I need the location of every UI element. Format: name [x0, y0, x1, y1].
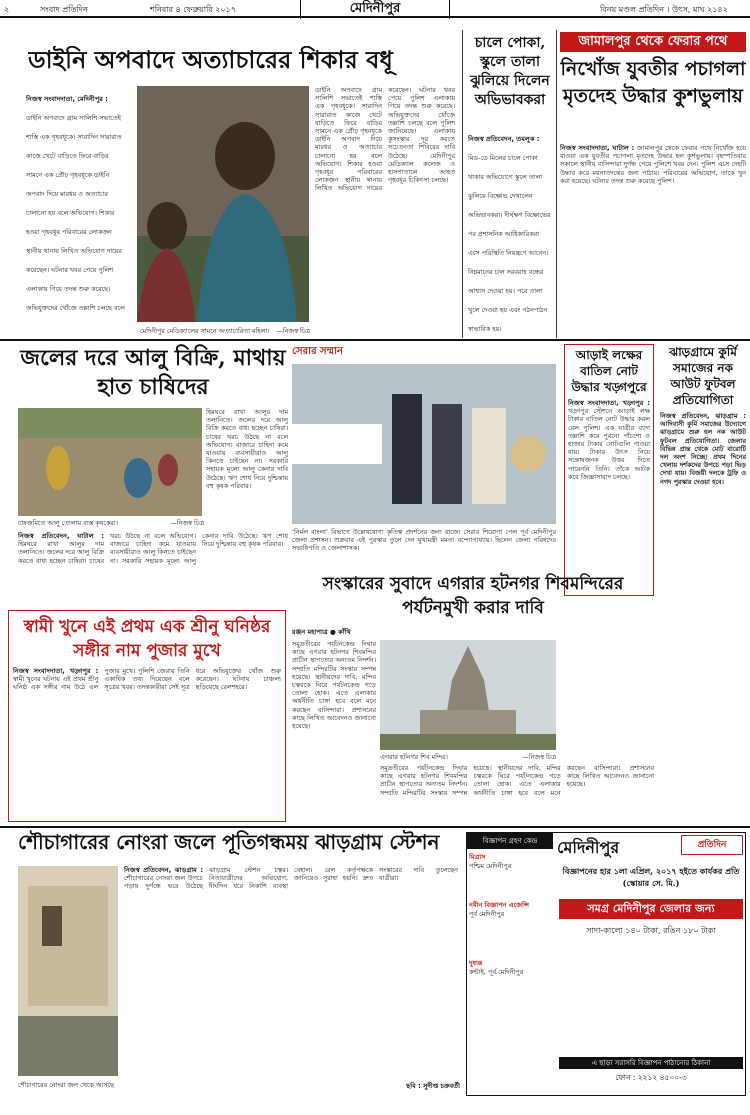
story10-dateline: নিজস্ব প্রতিবেদন, ঝাড়গ্রাম : — [124, 866, 203, 874]
ad-banner: সমগ্র মেদিনীপুর জেলার জন্য — [559, 899, 743, 919]
story8-photo — [380, 640, 556, 750]
ad-box — [466, 832, 746, 1096]
story2-body: মিড-ডে মিলের চালে পোকা থাকার অভিযোগে স্কুলে তালা ঝুলিয়ে বিক্ষোভ দেখালেন অভিভাবকরা। দীর্ঘক্ষণ বিক্ষোভের পর প্রশাসনিক আধিকারিকরা এসে পরিস্থিতি নিয়ন্ত্রণে আনেন। নিম্নমানের চাল সরবরাহ বন্ধের আশ্বাস দেওয়া হয়। পরে তালা খুলে দেওয়া হয় এবং পঠনপাঠন স্বাভাবিক হয়। — [468, 154, 551, 333]
ad-label: বিজ্ঞাপন গ্রহণ কেন্দ্র — [467, 833, 553, 849]
story1-text — [26, 86, 126, 318]
story5-caption: ‘নির্মল বাংলা’ বিভাগে উল্লেখযোগ্য কৃতিত্ব প্রদর্শনের জন্য রাজ্যে সেরার শিরোপা পেল পূর্ব মেদিনীপুর জেলা প্রশাসন। শুক্রবার এই পুরস্কার তুলে দেন মুখ্যমন্ত্রী মমতা বন্দ্যোপাধ্যায়। ছিলেন জেলা পরিষদের সভাধিপতি ও জেলাশাসক। — [292, 528, 556, 553]
page-number: ২ — [4, 5, 10, 14]
story4-caption: চাষজমিতে আলু তোলায় ব্যস্ত কৃষকেরা। — [18, 519, 118, 527]
story5-photo-art — [292, 364, 556, 524]
story5-photo — [292, 364, 556, 524]
story10-photo-art — [18, 866, 118, 1076]
story4-text — [18, 532, 288, 606]
story1-headline: ডাইনি অপবাদে অত্যাচারের শিকার বধূ — [28, 46, 393, 74]
column-rule — [462, 30, 463, 338]
ad-agent-area: কন্টাই, পূর্ব মেদিনীপুর — [469, 968, 524, 976]
story6-text — [565, 397, 653, 483]
story8-body-continued: সমুদ্রতীরের পর্যটনকেন্দ্র দিঘার কাছে এগরার হটনগর শিবমন্দির প্রাচীন স্থাপত্যের অন্যতম নিদর্শন। সম্প্রতি মন্দিরটির সংস্কার সম্পন্ন হয়েছে। স্থানীয়দের দাবি, মন্দির চত্বরকে ঘিরে পর্যটনকেন্দ্র গড়ে তোলা হোক। এতে এলাকার অর্থনীতি চাঙ্গা হবে বলে মনে করছেন বাসিন্দারা। প্রশাসনের কাছে লিখিত আবেদনও জানানো হয়েছে। — [380, 764, 654, 797]
column-rule — [556, 30, 557, 338]
story2-text — [468, 126, 552, 336]
story6-headline: আড়াই লক্ষের বাতিল নোট উদ্ধার খড়্গপুরে — [571, 348, 647, 394]
story3-dateline: নিজস্ব সংবাদদাতা, ঘাটাল : — [560, 144, 635, 152]
story7-headline: ঝাড়গ্রামে কুর্মি সমাজের নক আউট ফুটবল প্রতিযোগিতা — [669, 345, 737, 407]
story10-body: শৌচাগারের নোংরা জল উপচে পড়ায় দুর্গন্ধে ভরে উঠেছে ঝাড়গ্রাম স্টেশন চত্বর। নিত্যযাত্রীদের অভিযোগ, দীর্ঘদিন ধরে নিকাশি ব্যবস্থা বেহাল। রেল কর্তৃপক্ষকে জানিয়েও সুরাহা হয়নি। দ্রুত সংস্কারের দাবি তুলেছেন যাত্রীরা। — [124, 866, 458, 891]
ad-title: মেদিনীপুর — [557, 838, 620, 857]
section-rule — [0, 826, 750, 828]
issue-date: শনিবার ৪ ফেব্রুয়ারি ২০১৭ — [150, 5, 237, 14]
ad-footer: এ ছাড়া সরাসরি বিজ্ঞাপন পাঠানোর ঠিকানা — [559, 1057, 743, 1069]
story8-byline: রঞ্জন মহাপাত্র ● কাঁথি — [292, 628, 351, 636]
story1-body-continued: ডাইনি অপবাদে গ্রাম সালিশি সভাতেই শাস্তি এক গৃহবধূকে। সারাদিন সারারাত কাজে খেটে বাড়িতে ফিরে বাড়ির সামনে এক প্রৌঢ় গৃহবধূকে ডাইনি অপবাদ দিয়ে মারধর ও অত্যাচার চালানো হয় বলে অভিযোগ। শিকার হওয়া গৃহবধূর পরিবারের লোকজন স্থানীয় থানায় লিখিত অভিযোগ দায়ের করেছেন। ঘটনার খবর পেয়ে পুলিশ এলাকায় গিয়ে তদন্ত শুরু করেছে। অভিযুক্তদের খোঁজে তল্লাশি চলছে বলে পুলিশ জানিয়েছে। এলাকায় কুসংস্কার দূর করতে সচেতনতা শিবিরের দাবি উঠেছে। মেদিনীপুর মেডিক্যাল কলেজ ও হাসপাতালে আহত গৃহবধূর চিকিৎসা চলছে। — [315, 86, 455, 193]
story7-dateline: নিজস্ব প্রতিবেদন, ঝাড়গ্রাম : — [660, 412, 746, 420]
paper-name: সংবাদ প্রতিদিন — [40, 5, 88, 14]
story9-text — [9, 667, 285, 817]
story3-text — [560, 144, 746, 336]
ad-agent-name: নবীন বিজ্ঞাপন এজেন্সি — [469, 901, 529, 909]
story9-body: স্বামী খুনের ঘটনায় এই প্রথম শ্রীনু ঘনিষ্ঠ এক সঙ্গীর নাম উঠে এল পুজার মুখে। পুলিশি জেরায় তিনি একাধিক তথ্য দিয়েছেন বলে সূত্রের খবর। তদন্তকারীরা সেই সূত্র ধরে অভিযুক্তের খোঁজ শুরু করেছেন। ঘটনায় চাঞ্চল্য ছড়িয়েছে রেলশহরে। — [13, 667, 281, 692]
story9-box — [8, 610, 286, 822]
story10-text — [124, 866, 458, 1074]
section-title: মেদিনীপুর — [300, 0, 450, 19]
story4-credit: —নিজস্ব চিত্র — [170, 519, 204, 527]
ad-rates: সাদা-কালো ১৪০ টাকা, রঙিন ১৮০ টাকা — [586, 926, 716, 935]
ad-offer: বিজ্ঞাপনের হার ১লা এপ্রিল, ২০১৭ হইতে কার্যকর প্রতি (স্কোয়ার সে. মি.) — [562, 866, 740, 888]
story10-headline: শৌচাগারের নোংরা জলে পূতিগন্ধময় ঝাড়গ্রাম স্টেশন — [18, 830, 440, 854]
story4-headline: জলের দরে আলু বিক্রি, মাথায় হাত চাষিদের — [20, 345, 286, 400]
story1-credit: —নিজস্ব চিত্র — [276, 327, 310, 335]
story4-side-text: হিমঘরে রাখা আলুর দাম তলানিতে। জলের দরে আলু বিক্রি করতে বাধ্য হচ্ছেন চাষিরা। চাষের খরচ উঠছে না বলে অভিযোগ। বাজারে চাহিদা কমে যাওয়ায় ব্যবসায়ীরাও আলু কিনতে চাইছেন না। সরকারি সহায়ক মূল্যে আলু কেনার দাবি উঠেছে। ঋণ শোধ নিয়ে দুশ্চিন্তায় বহু কৃষক পরিবার। — [206, 408, 288, 490]
story4-photo — [18, 408, 202, 516]
story9-headline: স্বামী খুনে এই প্রথম এক শ্রীনু ঘনিষ্ঠর সঙ্গীর নাম পুজার মুখে — [23, 617, 271, 661]
story7-column — [660, 344, 746, 758]
story1-photo-art — [137, 86, 309, 322]
story6-dateline: নিজস্ব সংবাদদাতা, খড়্গপুর : — [568, 399, 650, 407]
story2-dateline: নিজস্ব প্রতিবেদন, তমলুক : — [468, 135, 540, 143]
story8-photo-credit: —নিজস্ব চিত্র — [522, 753, 556, 761]
story1-photo — [137, 86, 309, 322]
story8-photo-caption: এগরার হটনগর শিব মন্দির। — [380, 753, 448, 761]
story1-body: ডাইনি অপবাদে গ্রাম সালিশি সভাতেই শাস্তি এক গৃহবধূকে। সারাদিন সারারাত কাজে খেটে বাড়িতে ফিরে বাড়ির সামনে এক প্রৌঢ় গৃহবধূকে ডাইনি অপবাদ দিয়ে মারধর ও অত্যাচার চালানো হয় বলে অভিযোগ। শিকার হওয়া গৃহবধূর পরিবারের লোকজন স্থানীয় থানায় লিখিত অভিযোগ দায়ের করেছেন। ঘটনার খবর পেয়ে পুলিশ এলাকায় গিয়ে তদন্ত শুরু করেছে। অভিযুক্তদের খোঁজে তল্লাশি চলছে বলে — [26, 114, 125, 312]
ad-agent-name: মিত্রাস — [469, 853, 486, 861]
story10-credit: ছবি : সুদীপ্ত চক্রবর্তী — [406, 1082, 460, 1090]
story5-label: সেরার সম্মান — [292, 346, 343, 357]
story7-body: আদিবাসী কুর্মি সমাজের উদ্যোগে ঝাড়গ্রামে শুরু হল নক আউট ফুটবল প্রতিযোগিতা। জেলার বিভিন্ন প্রান্ত থেকে মোট বারোটি দল অংশ নিচ্ছে। প্রথম দিনের খেলায় দর্শকদের উপচে পড়া ভিড় দেখা যায়। বিজয়ী দলকে ট্রফি ও নগদ পুরস্কার দেওয়া হবে। — [660, 420, 746, 486]
header-right: বিনয় মণ্ডল প্রতিদিন । উৎস, মাঘ ২১৪২ — [600, 5, 728, 14]
section-rule — [0, 339, 750, 341]
ad-agents — [469, 853, 553, 1093]
story9-dateline: নিজস্ব সংবাদদাতা, খড়্গপুর : — [13, 667, 99, 675]
story8-photo-art — [380, 640, 556, 750]
story3-kicker: জামালপুর থেকে ফেরার পথে — [560, 32, 746, 52]
story4-photo-art — [18, 408, 202, 516]
story10-caption: শৌচাগারের নোংরা জল থেকে আসছে — [18, 1081, 115, 1089]
story8-body: সমুদ্রতীরের পর্যটনকেন্দ্র দিঘার কাছে এগরার হটনগর শিবমন্দির প্রাচীন স্থাপত্যের অন্যতম নিদর্শন। সম্প্রতি মন্দিরটির সংস্কার সম্পন্ন হয়েছে। স্থানীয়দের দাবি, মন্দির চত্বরকে ঘিরে পর্যটনকেন্দ্র গড়ে তোলা হোক। এতে এলাকার অর্থনীতি চাঙ্গা হবে বলে মনে করছেন বাসিন্দারা। প্রশাসনের কাছে লিখিত আবেদনও জানানো হয়েছে। — [292, 640, 376, 731]
ad-agent-area: পশ্চিম মেদিনীপুর — [469, 862, 512, 870]
ad-agent-name: দুষ্যন্ত — [469, 959, 483, 967]
story3-body: জামালপুর থেকে ফেরার পথে নিখোঁজ হয়ে যাওয়া এক যুবতীর পচাগলা মৃতদেহ উদ্ধার হল কুশভুলায়। বৃহস্পতিবার সকালে স্থানীয় বাসিন্দারা দুর্গন্ধ পেয়ে পুলিশে খবর দেন। পুলিশ এসে দেহটি উদ্ধার করে ময়নাতদন্তের জন্য পাঠায়। পরিবারের অভিযোগ, তাকে খুন করা হয়েছে। ঘটনার তদন্ত শুরু করেছে পুলিশ। — [560, 144, 746, 185]
story1-caption: মেদিনীপুর মেডিক্যালের সামনে অত্যাচারিতা মহিলা। — [140, 327, 270, 335]
ad-brand: প্রতিদিন — [681, 835, 743, 855]
story6-body: খড়্গপুর স্টেশনে আড়াই লক্ষ টাকার বাতিল নোট উদ্ধার করল রেল পুলিশ। এক যাত্রীর ব্যাগ তল্লাশি করে পুরনো পাঁচশো ও হাজার টাকার নোটগুলি পাওয়া যায়। টাকার উৎস নিয়ে সন্তোষজনক উত্তর দিতে পারেননি তিনি। তাঁকে আটক করে জিজ্ঞাসাবাদ চলছে। — [568, 407, 650, 481]
story4-body: হিমঘরে রাখা আলুর দাম তলানিতে। জলের দরে আলু বিক্রি করতে বাধ্য হচ্ছেন চাষিরা। চাষের খরচ উঠছে না বলে অভিযোগ। বাজারে চাহিদা কমে যাওয়ায় ব্যবসায়ীরাও আলু কিনতে চাইছেন না। সরকারি সহায়ক মূল্যে আলু কেনার দাবি উঠেছে। ঋণ শোধ নিয়ে দুশ্চিন্তায় বহু কৃষক পরিবার। — [18, 532, 288, 565]
story4-dateline: নিজস্ব প্রতিবেদন, ঘাটাল : — [18, 532, 104, 540]
ad-agent-area: পূর্ব মেদিনীপুর — [469, 910, 505, 918]
story7-text — [660, 412, 746, 486]
story1-dateline: নিজস্ব সংবাদদাতা, মেদিনীপুর : — [26, 95, 108, 103]
story6-box — [564, 344, 654, 596]
story3-headline: নিখোঁজ যুবতীর পচাগলা মৃতদেহ উদ্ধার কুশভুলায় — [560, 58, 746, 107]
ad-phone: ফোন : ২২১২ ৪৫০০-৩ — [615, 1073, 687, 1082]
story8-headline: সংস্কারের সুবাদে এগরার হটনগর শিবমন্দিরের পর্যটনমুখী করার দাবি — [322, 574, 624, 618]
story2-headline: চালে পোকা, স্কুলে তালা ঝুলিয়ে দিলেন অভিভাবকরা — [470, 35, 550, 108]
story10-photo — [18, 866, 118, 1076]
